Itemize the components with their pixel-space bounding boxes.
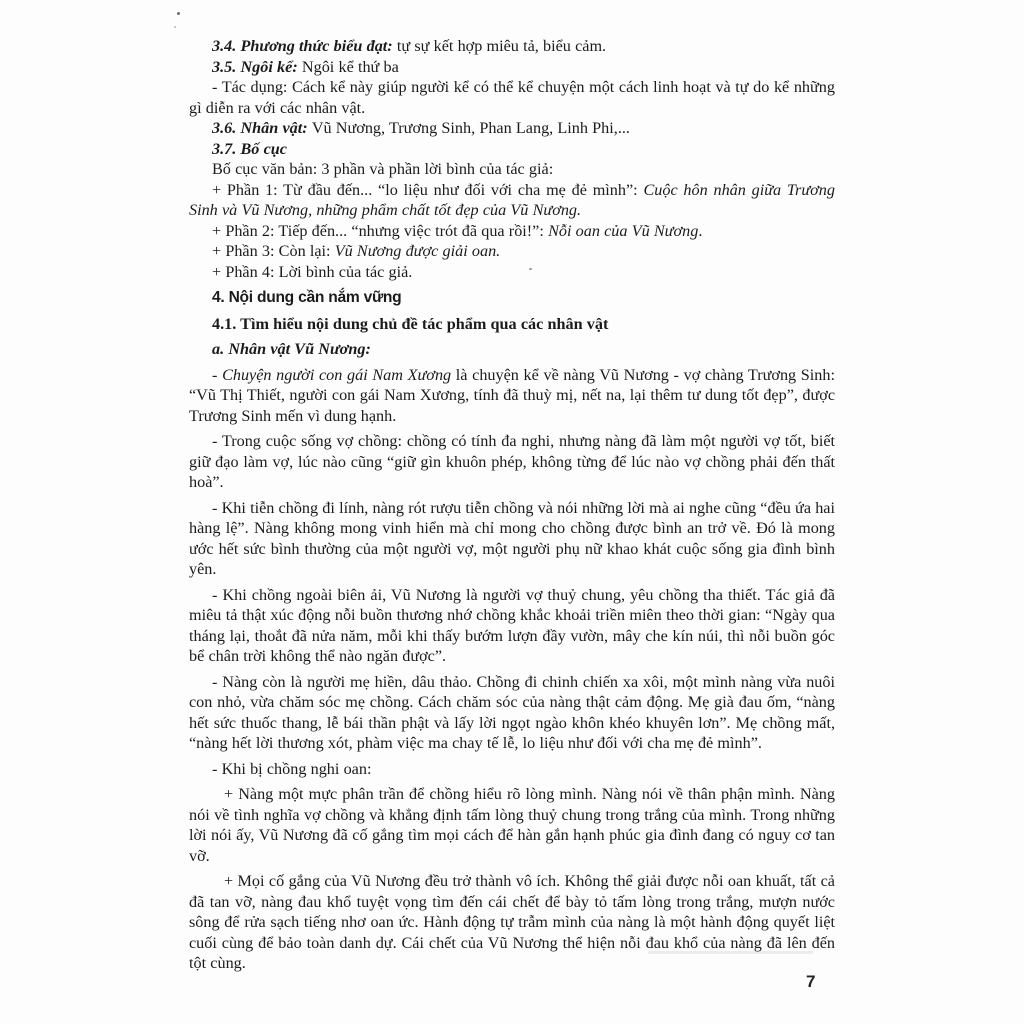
text-run: 4.1. Tìm hiểu nội dung chủ đề tác phẩm qua các nhân vật: [212, 314, 609, 333]
para-trong-cuoc-song: [189, 431, 835, 493]
text-run: 4. Nội dung cần nắm vững: [212, 289, 402, 306]
para-phan-3: [189, 241, 835, 262]
para-tac-dung: [189, 77, 835, 118]
para-khi-chong-bien-ai: [189, 585, 835, 667]
text-run: Ngôi kể thứ ba: [301, 57, 399, 76]
para-phan-tran: [189, 784, 835, 866]
para-phan-1: [189, 180, 835, 221]
text-run: Nỗi oan của Vũ Nương: [548, 221, 699, 240]
text-run: - Khi bị chồng nghi oan:: [212, 759, 372, 778]
text-run: là chuyện kể về nàng Vũ Nương - vợ chàng Trương Sinh: “Vũ Thị Thiết, người con gái Nam Xương, tính đã thuỳ mị, nết na, lại thêm tư dung tốt đẹp”, được Trương Sinh mến vì dung hạnh.: [189, 365, 835, 425]
text-run: - Nàng còn là người mẹ hiền, dâu thảo. Chồng đi chinh chiến xa xôi, một mình nàng vừa nuôi con nhỏ, vừa chăm sóc mẹ chồng. Cách chăm sóc của nàng thật cảm động. Mẹ già đau ốm, “nàng hết sức thuốc thang, lễ bái thần phật và lấy lời ngọt ngào khôn khéo khuyên lơn”. Mẹ chồng mất, “nàng hết lời thương xót, phàm việc ma chay tế lễ, lo liệu như đối với cha mẹ đẻ mình”.: [189, 672, 835, 752]
para-phan-4: [189, 262, 835, 283]
heading-3-5: [189, 57, 835, 78]
text-run: Chuyện người con gái Nam Xương: [222, 365, 452, 384]
text-run: + Phần 2: Tiếp đến... “nhưng việc trót đã qua rồi!”:: [212, 221, 549, 240]
text-run: 3.6. Nhân vật:: [212, 119, 312, 137]
para-khi-tien-chong: [189, 498, 835, 580]
document-body: [189, 36, 835, 974]
text-run: - Tác dụng: Cách kể này giúp người kể có thể kể chuyện một cách linh hoạt và tự do kể những gì diễn ra với các nhân vật.: [189, 78, 835, 117]
text-run: -: [212, 365, 223, 384]
heading-a-nhan-vat: [189, 339, 835, 360]
heading-3-6: [189, 118, 835, 139]
heading-4: [189, 287, 835, 309]
text-run: + Phần 1: Từ đầu đến... “lo liệu như đối với cha mẹ đẻ mình”:: [212, 180, 644, 199]
heading-3-7: [189, 139, 835, 160]
text-run: - Khi chồng ngoài biên ải, Vũ Nương là người vợ thuỷ chung, yêu chồng tha thiết. Tác giả đã miêu tả thật xúc động nỗi buồn thương nhớ chồng khắc khoải triền miên theo thời gian: “Ngày qua tháng lại, thoắt đã nửa năm, mỗi khi thấy bướm lượn đầy vườn, mây che kín núi, thì nỗi buồn góc bể chân trời không thể nào ngăn được”.: [189, 585, 835, 665]
text-run: a. Nhân vật Vũ Nương:: [212, 340, 371, 358]
text-run: + Phần 4: Lời bình của tác giả.: [212, 262, 413, 281]
text-run: 3.4. Phương thức biểu đạt:: [212, 37, 397, 55]
text-run: .: [698, 221, 703, 240]
text-run: - Trong cuộc sống vợ chồng: chồng có tính đa nghi, nhưng nàng đã làm một người vợ tốt, biết giữ đạo làm vợ, lúc nào cũng “giữ gìn khuôn phép, không từng để lúc nào vợ chồng phải đến thất hoà”.: [189, 432, 835, 491]
page-number: 7: [806, 972, 816, 991]
text-run: Cuộc hôn nhân giữa Trương Sinh và Vũ Nương, những phẩm chất tốt đẹp của Vũ Nương.: [189, 180, 835, 219]
text-run: Vũ Nương được giải oan.: [334, 242, 501, 260]
text-run: + Nàng một mực phân trần để chồng hiểu rõ lòng mình. Nàng nói về thân phận mình. Nàng nói về tình nghĩa vợ chồng và khẳng định tấm lòng thuỷ chung trong trắng của mình. Trong những lời nói ấy, Vũ Nương đã cố gắng tìm mọi cách để hàn gắn hạnh phúc gia đình đang có nguy cơ tan vỡ.: [189, 785, 835, 865]
text-run: 3.7. Bố cục: [212, 139, 287, 158]
para-phan-2: [189, 221, 835, 242]
text-run: Vũ Nương, Trương Sinh, Phan Lang, Linh Phi,...: [311, 119, 630, 137]
text-run: tự sự kết hợp miêu tả, biểu cảm.: [396, 37, 607, 55]
text-run: - Khi tiễn chồng đi lính, nàng rót rượu tiễn chồng và nói những lời mà ai nghe cũng “đều ứa hai hàng lệ”. Nàng không mong vinh hiển mà chỉ mong cho chồng được bình an trở về. Đó là mong ước hết sức bình thường của một người vợ, một người phụ nữ khao khát cuộc sống gia đình bình yên.: [189, 498, 835, 578]
para-nang-con-me-hien: [189, 672, 835, 754]
para-khi-bi-nghi-oan: [189, 759, 835, 780]
heading-4-1: [189, 314, 835, 335]
heading-3-4: [189, 36, 835, 57]
scan-speck: [174, 26, 176, 28]
text-run: + Phần 3: Còn lại:: [212, 242, 335, 260]
text-run: 3.5. Ngôi kể:: [212, 57, 302, 76]
text-run: Bố cục văn bản: 3 phần và phần lời bình của tác giả:: [212, 160, 554, 178]
text-run: + Mọi cố gắng của Vũ Nương đều trở thành vô ích. Không thể giải được nỗi oan khuất, tất cả đã tan vỡ, nàng đau khổ tuyệt vọng tìm đến cái chết để bày tỏ tấm lòng trong trắng, mượn nước sông để rửa sạch tiếng nhơ oan ức. Hành động tự trẫm mình của nàng là một hành động quyết liệt cuối cùng để bảo toàn danh dự. Cái chết của Vũ Nương thể hiện nỗi đau khổ của nàng đã lên đến tột cùng.: [189, 872, 835, 972]
scan-speck: [177, 12, 180, 15]
para-bo-cuc: [189, 159, 835, 180]
para-chuyen-nguoi-con-gai: [189, 365, 835, 427]
para-moi-co-gang: [189, 871, 835, 974]
